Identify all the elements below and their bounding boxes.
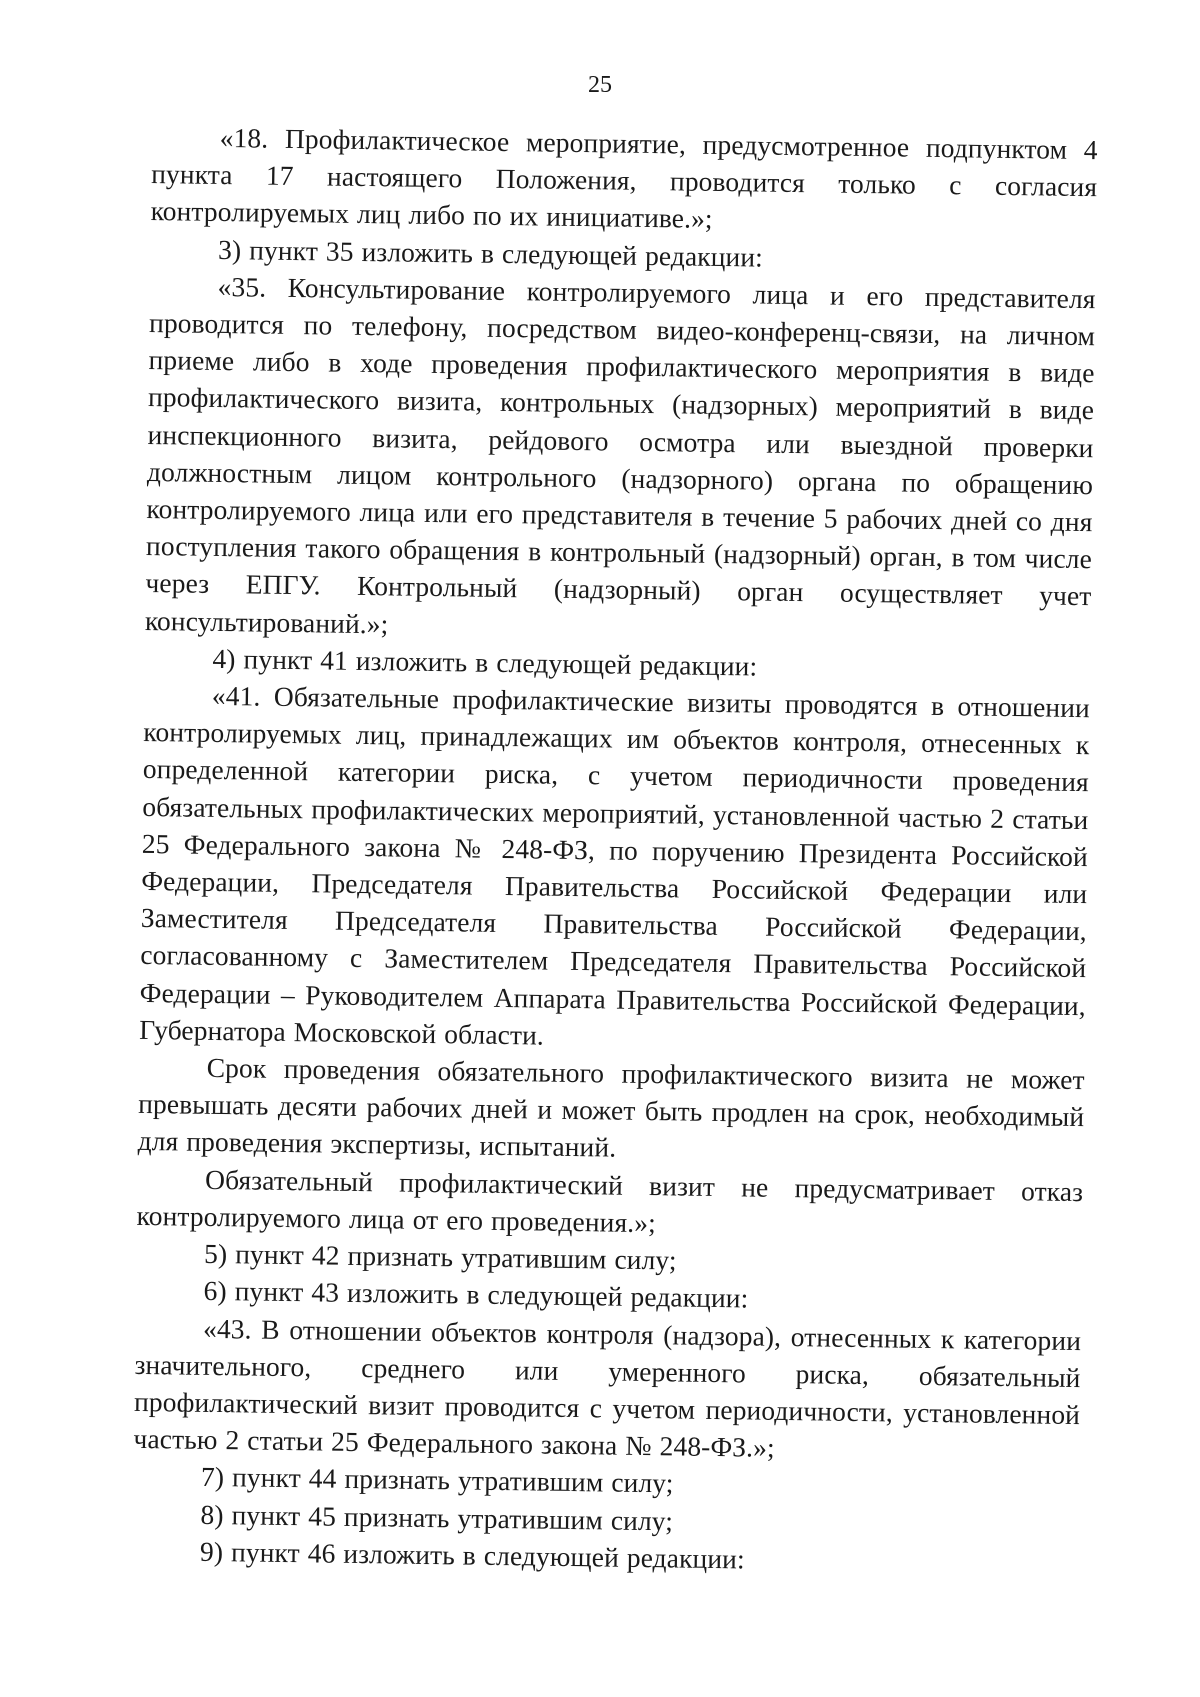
paragraph-18-text: «18. Профилактическое мероприятие, предусмотренное подпунктом 4 пункта 17 настоящего Положения, проводится только с согласия контролируемых лиц либо по их инициативе.»;: [150, 121, 1098, 235]
amendment-item-8: 8) пункт 45 признать утратившим силу;: [200, 1498, 674, 1536]
page-number: 25: [588, 72, 612, 98]
paragraph-41-text: «41. Обязательные профилактические визиты проводятся в отношении контролируемых лиц, принадлежащих им объектов контроля, отнесенных к определенной категории риска, с учетом периодичности проведения обязательных профилактических мероприятий, установленной частью 2 статьи 25 Федерального закона № 248-ФЗ, по поручению Президента Российской Федерации, Председателя Правительства Российской Федерации или Заместителя Председателя Правительства Российской Федерации, согласованному с Заместителем Председателя Правительства Российской Федерации – Руководителем Аппарата Правительства Российской Федерации, Губернатора Московской области.: [139, 679, 1091, 1051]
amendment-item-3: 3) пункт 35 изложить в следующей редакции:: [217, 233, 764, 273]
amendment-item-4: 4) пункт 41 изложить в следующей редакции:: [212, 642, 758, 682]
amendment-item-9: 9) пункт 46 изложить в следующей редакции:: [199, 1535, 745, 1575]
paragraph-43-text: «43. В отношении объектов контроля (надзора), отнесенных к категории значительного, среднего или умеренного риска, обязательный профилактический визит проводится с учетом периодичности, установленной частью 2 статьи 25 Федерального закона № 248-ФЗ.»;: [133, 1312, 1082, 1463]
amendment-item-6: 6) пункт 43 изложить в следующей редакции:: [203, 1275, 749, 1314]
paragraph-35-text: «35. Консультирование контролируемого лица и его представителя проводится по телефону, посредством видео-конференц-связи, на личном приеме либо в ходе проведения профилактического мероприятия в виде профилактического визита, контрольных (надзорных) мероприятий в виде инспекционного визита, рейдового осмотра или выездной проверки должностным лицом контрольного (надзорного) органа по обращению контролируемого лица или его представителя в течение 5 рабочих дней со дня поступления такого обращения в контрольный (надзорный) орган, в том числе через ЕПГУ. Контрольный (надзорный) орган осуществляет учет консультирований.»;: [144, 270, 1096, 639]
amendment-item-5: 5) пункт 42 признать утратившим силу;: [203, 1237, 677, 1276]
paragraph-41-refusal: Обязательный профилактический визит не предусматривает отказ контролируемого лица от его проведения.»;: [136, 1163, 1084, 1239]
amendment-item-7: 7) пункт 44 признать утратившим силу;: [200, 1461, 674, 1499]
paragraph-41-term: Срок проведения обязательного профилактического визита не может превышать десяти рабочих дней и может быть продлен на срок, необходимый для проведения экспертизы, испытаний.: [137, 1051, 1085, 1164]
document-body: [132, 118, 1098, 1582]
